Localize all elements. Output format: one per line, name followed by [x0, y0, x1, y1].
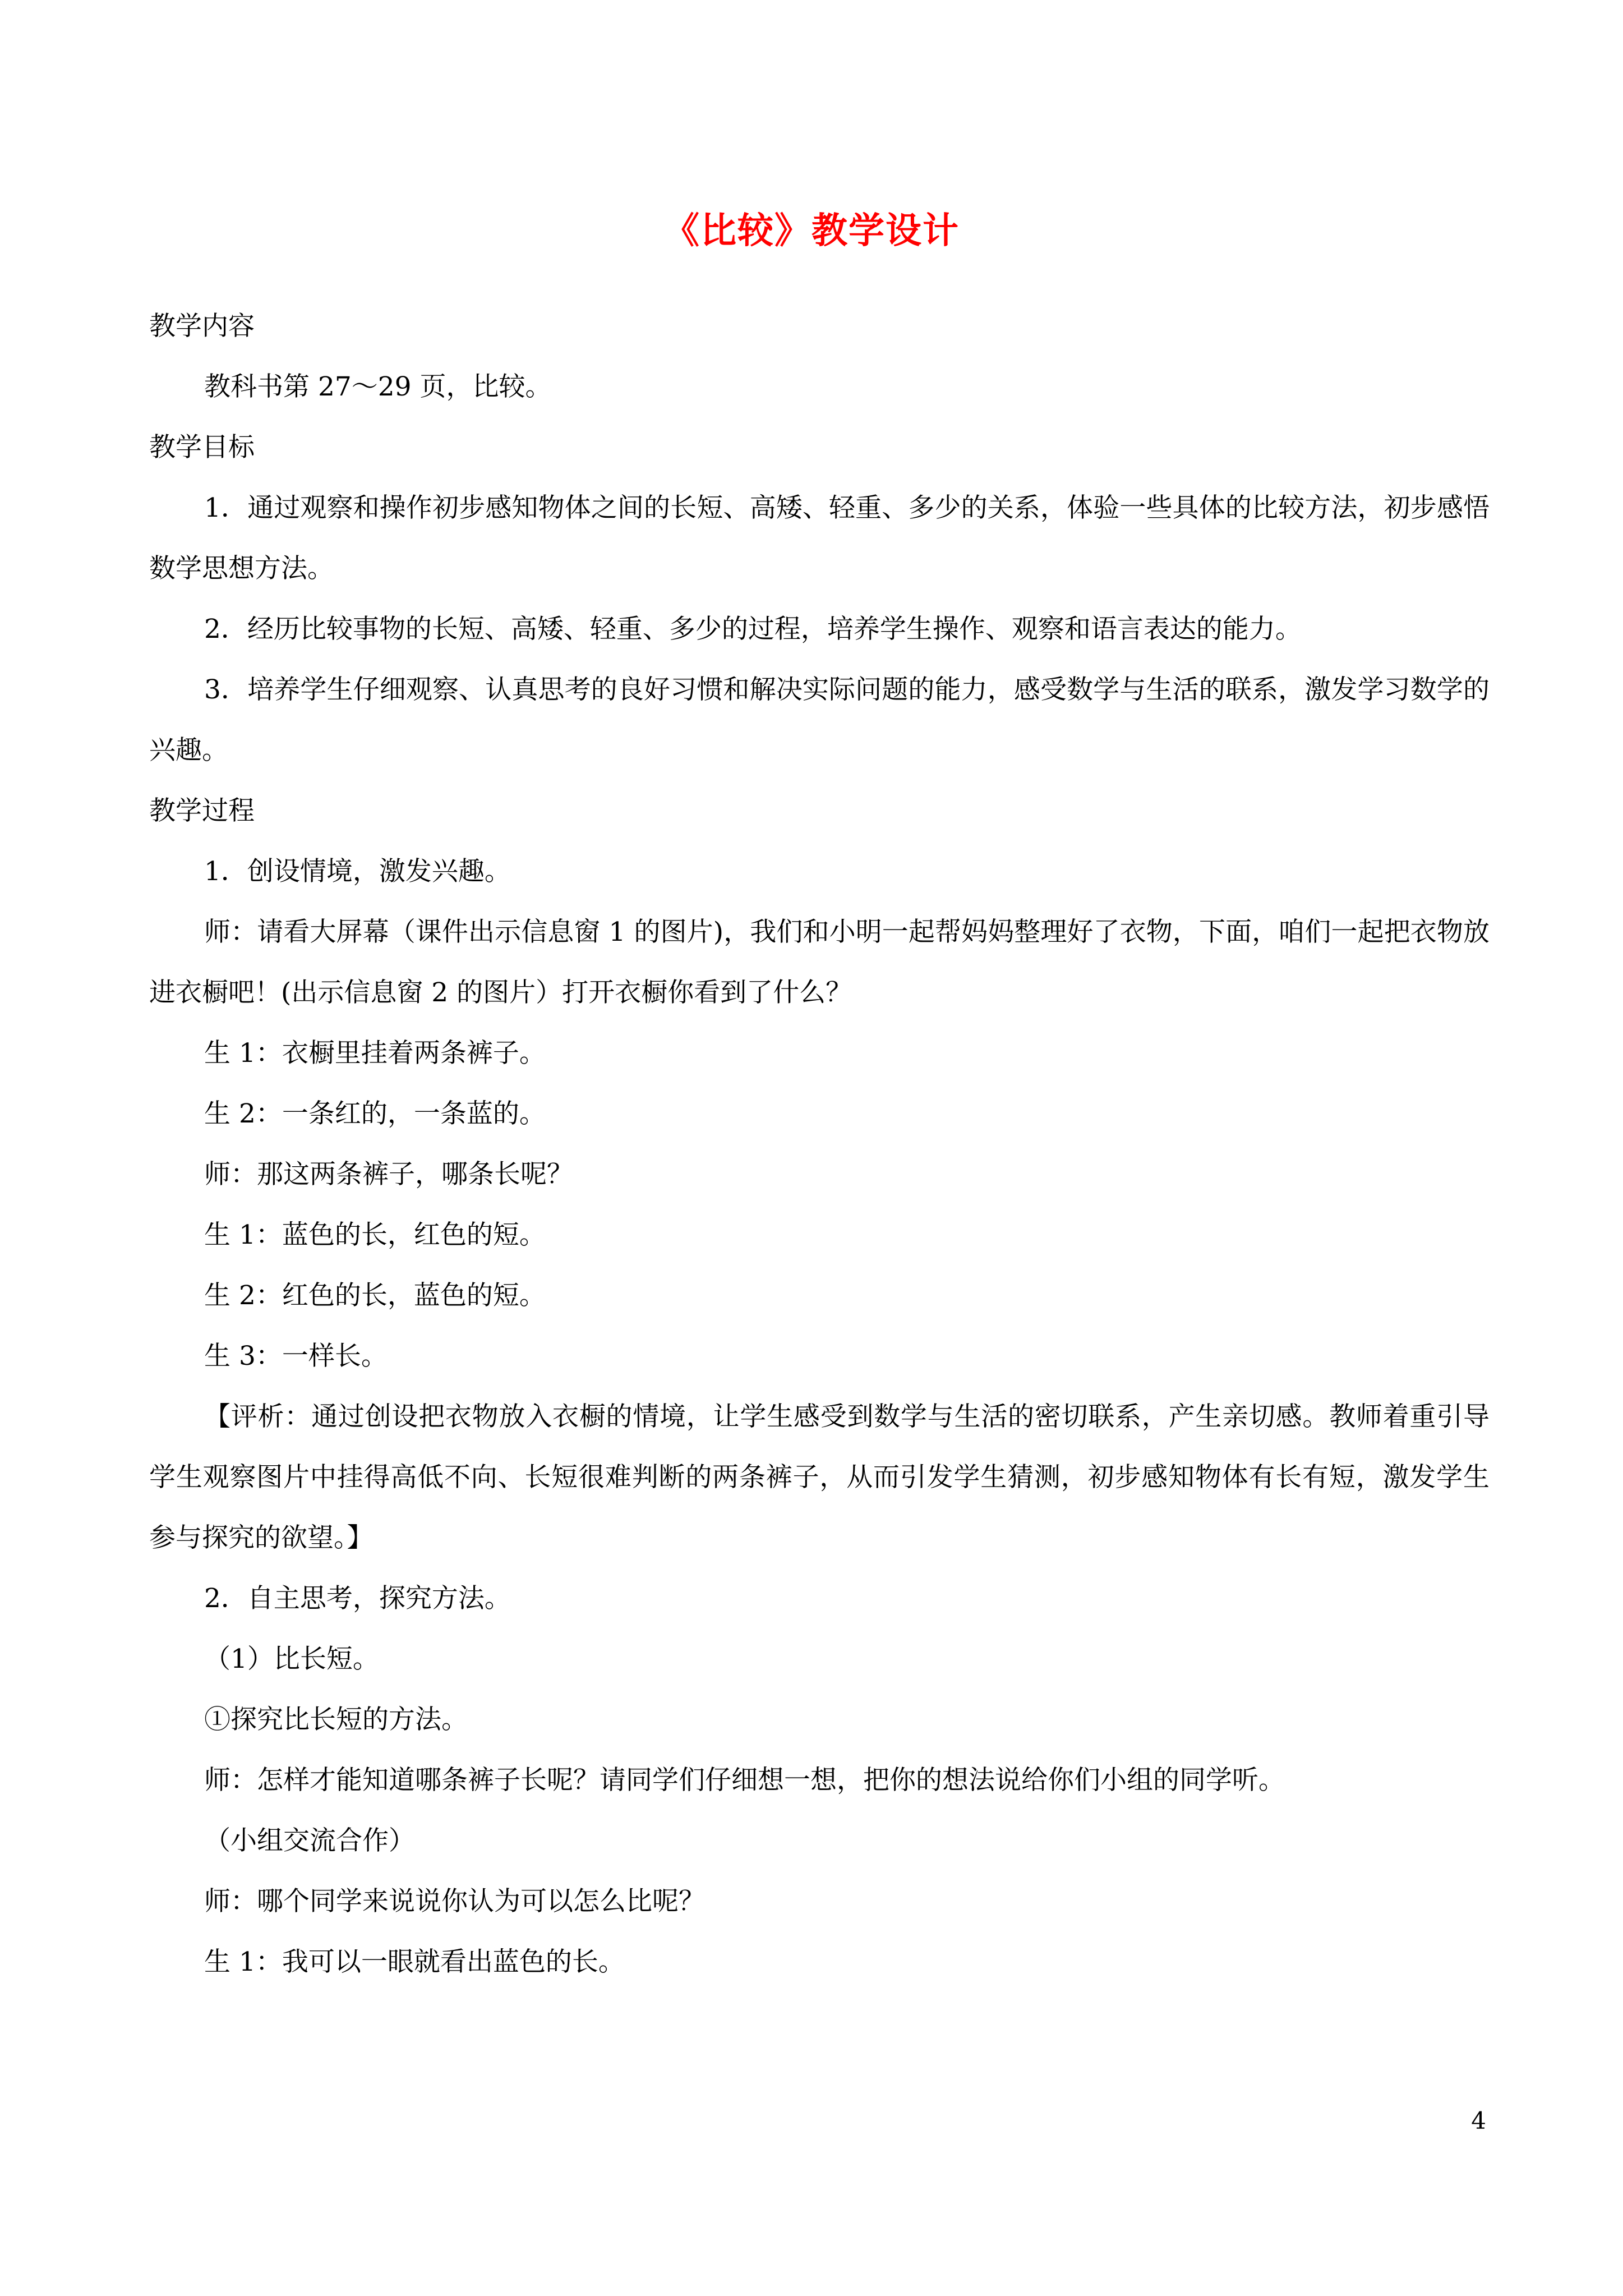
paragraph: 生 2：红色的长，蓝色的短。 — [204, 1280, 546, 1311]
document-title: 《比较》教学设计 — [663, 210, 960, 252]
heading-teaching-content: 教学内容 — [149, 311, 255, 342]
heading-teaching-goals: 教学目标 — [149, 432, 255, 463]
paragraph: 师：那这两条裤子，哪条长呢？ — [204, 1159, 573, 1190]
paragraph: 生 1：蓝色的长，红色的短。 — [204, 1220, 546, 1250]
document-body — [149, 296, 1490, 1993]
paragraph: 师：请看大屏幕（课件出示信息窗 1 的图片)，我们和小明一起帮妈妈整理好了衣物，下面，咱们一起把衣物放进衣橱吧！(出示信息窗 2 的图片）打开衣橱你看到了什么？ — [149, 917, 1490, 1008]
heading-teaching-process: 教学过程 — [149, 795, 255, 826]
paragraph: 生 2：一条红的，一条蓝的。 — [204, 1098, 546, 1129]
page-number: 4 — [1471, 2107, 1486, 2134]
paragraph: 生 3：一样长。 — [204, 1341, 388, 1372]
paragraph: 1．通过观察和操作初步感知物体之间的长短、高矮、轻重、多少的关系，体验一些具体的比较方法，初步感悟数学思想方法。 — [149, 493, 1490, 584]
paragraph: 师：怎样才能知道哪条裤子长呢？请同学们仔细想一想，把你的想法说给你们小组的同学听。 — [204, 1765, 1285, 1796]
paragraph: 师：哪个同学来说说你认为可以怎么比呢？ — [204, 1886, 705, 1917]
paragraph: 2．经历比较事物的长短、高矮、轻重、多少的过程，培养学生操作、观察和语言表达的能力。 — [204, 614, 1302, 645]
paragraph: （1）比长短。 — [204, 1644, 379, 1674]
paragraph: ①探究比长短的方法。 — [204, 1704, 468, 1735]
paragraph: 2．自主思考，探究方法。 — [204, 1583, 511, 1614]
paragraph: 教科书第 27～29 页，比较。 — [204, 371, 552, 402]
paragraph: （小组交流合作） — [204, 1825, 415, 1856]
commentary-paragraph: 【评析：通过创设把衣物放入衣橱的情境，让学生感受到数学与生活的密切联系，产生亲切感。教师着重引导学生观察图片中挂得高低不向、长短很难判断的两条裤子，从而引发学生猜测，初步感知物体有长有短，激发学生参与探究的欲望。】 — [149, 1401, 1490, 1553]
paragraph: 生 1：我可以一眼就看出蓝色的长。 — [204, 1947, 625, 1977]
paragraph: 1．创设情境，激发兴趣。 — [204, 856, 511, 887]
paragraph: 生 1：衣橱里挂着两条裤子。 — [204, 1038, 546, 1069]
paragraph: 3．培养学生仔细观察、认真思考的良好习惯和解决实际问题的能力，感受数学与生活的联系，激发学习数学的兴趣。 — [149, 674, 1490, 766]
